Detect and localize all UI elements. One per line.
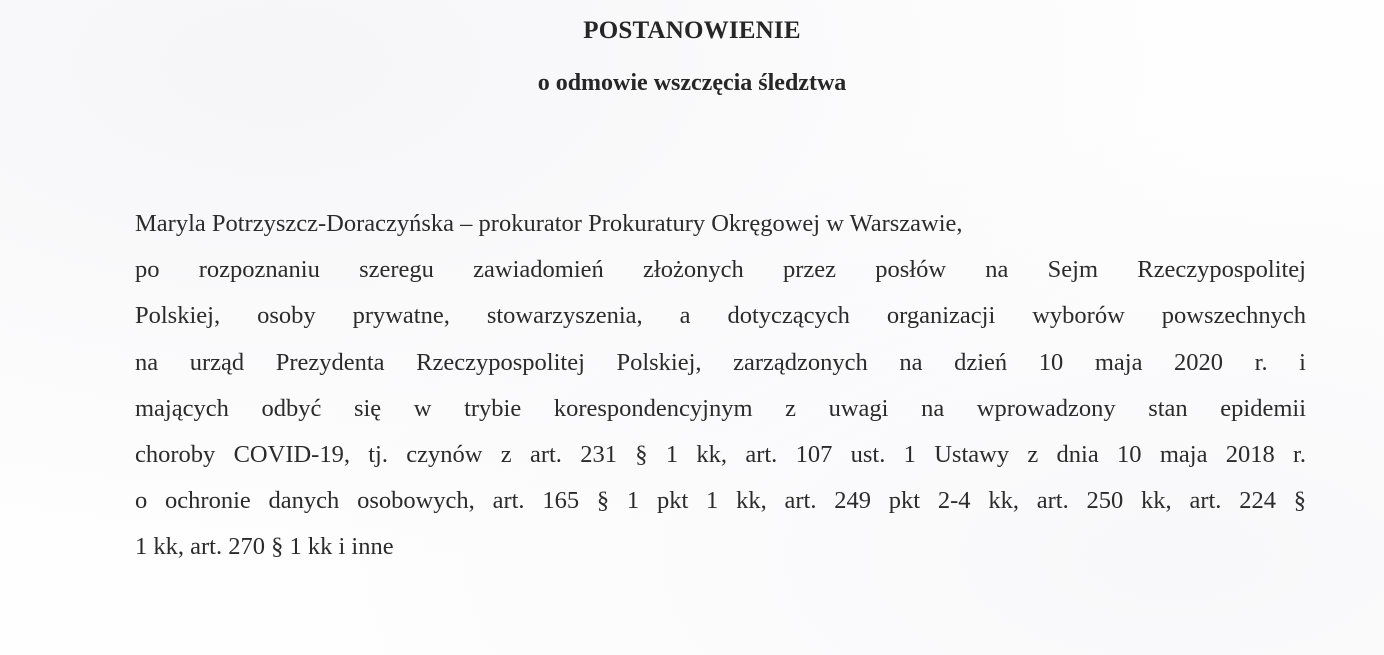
body-line: choroby COVID-19, tj. czynów z art. 231 § 1 kk, art. 107 ust. 1 Ustawy z dnia 10 maja 2018 r. [135, 440, 1306, 468]
body-line: po rozpoznaniu szeregu zawiadomień złożonych przez posłów na Sejm Rzeczypospolitej [135, 256, 1306, 284]
body-line-last: 1 kk, art. 270 § 1 kk i inne [135, 533, 394, 561]
document-body [135, 201, 1306, 571]
body-line-prosecutor: Maryla Potrzyszcz-Doraczyńska – prokurator Prokuratury Okręgowej w Warszawie, [135, 210, 963, 237]
document-title: POSTANOWIENIE [583, 17, 801, 44]
document-subtitle: o odmowie wszczęcia śledztwa [537, 70, 847, 96]
body-line: na urząd Prezydenta Rzeczypospolitej Polskiej, zarządzonych na dzień 10 maja 2020 r. i [135, 348, 1306, 376]
body-line: Polskiej, osoby prywatne, stowarzyszenia, a dotyczących organizacji wyborów powszechnych [135, 302, 1306, 330]
body-line: o ochronie danych osobowych, art. 165 § 1 pkt 1 kk, art. 249 pkt 2-4 kk, art. 250 kk, art. 224 § [135, 487, 1306, 515]
body-line: mających odbyć się w trybie korespondencyjnym z uwagi na wprowadzony stan epidemii [135, 394, 1306, 422]
